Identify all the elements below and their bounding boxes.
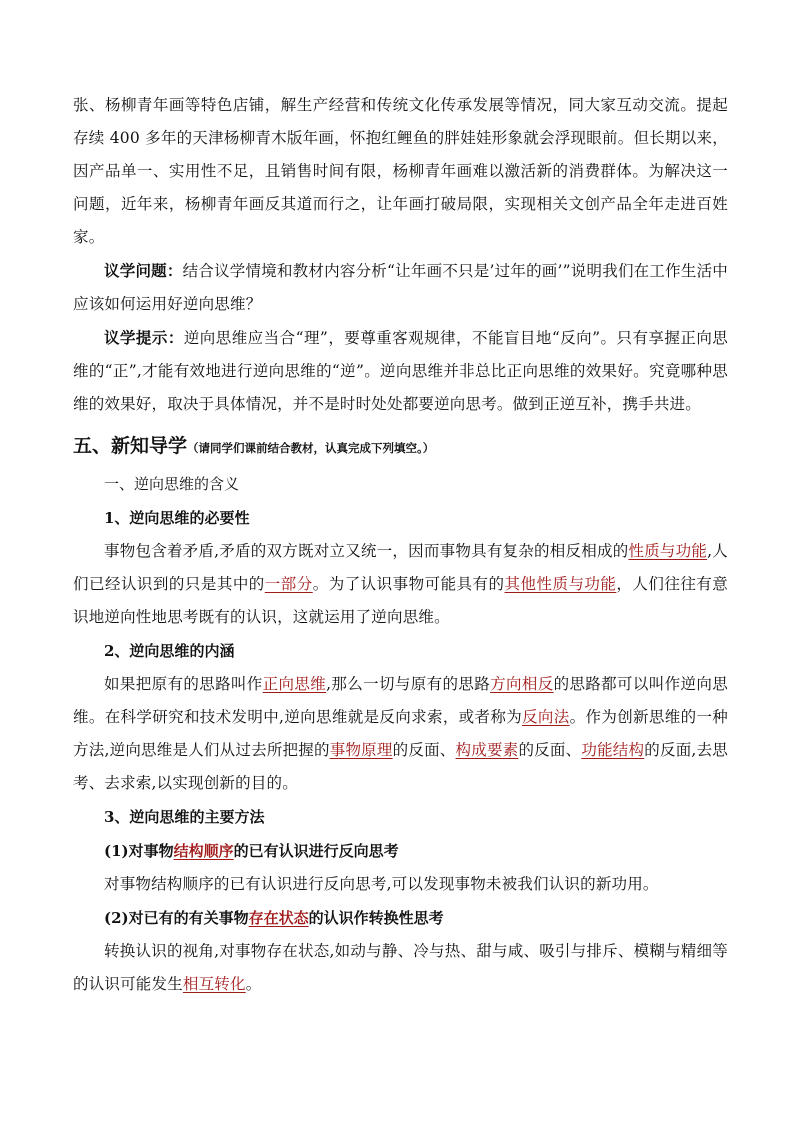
blank-answer: 反向法 xyxy=(522,708,570,726)
blank-answer: 构成要素 xyxy=(455,741,519,759)
text-span: 的已有认识进行反向思考 xyxy=(233,842,399,860)
hint-text: 逆向思维应当合“理”，要尊重客观规律，不能盲目地“反向”。只有享握正向思维的“正”,才能有效地进行逆向思维的“逆”。逆向思维并非总比正向思维的效果好。究竟哪种思维的效果好，取决于具体情况，并不是时时处处都要逆向思考。做到正逆互补，携手共进。 xyxy=(73,329,728,413)
section-five-title: 五、新知导学 xyxy=(73,435,188,457)
blank-answer: 结构顺序 xyxy=(173,842,234,860)
text-span: 的反面、 xyxy=(518,741,582,759)
method-one-heading xyxy=(104,834,728,868)
heading-methods: 3、逆向思维的主要方法 xyxy=(104,808,265,826)
hint-label: 议学提示： xyxy=(104,328,184,347)
text-span: 。作为创新思维的一种方法,逆向思维是人们从过去所把握的 xyxy=(73,708,728,759)
text-span: ，人们往往有意识地逆向性地思考既有的认识，这就运用了逆向思维。 xyxy=(73,575,728,626)
connotation-paragraph xyxy=(73,668,728,800)
section-five-heading xyxy=(73,427,728,467)
text-span: 。为了认识事物可能具有的 xyxy=(312,575,505,593)
blank-answer: 相互转化 xyxy=(182,975,246,993)
text-span: ,那么一切与原有的思路 xyxy=(326,675,491,693)
question-paragraph xyxy=(73,254,728,321)
text-span: (1)对事物 xyxy=(104,842,174,860)
method-one-description: 对事物结构顺序的已有认识进行反向思考,可以发现事物未被我们认识的新功用。 xyxy=(104,875,659,893)
page-content xyxy=(73,89,728,1001)
method-two-description xyxy=(73,935,728,1001)
blank-answer: 功能结构 xyxy=(581,741,645,759)
blank-answer: 方向相反 xyxy=(490,675,554,693)
blank-answer: 其他性质与功能 xyxy=(504,575,617,593)
text-span: ,人们已经认识到的只是其中的 xyxy=(73,542,729,593)
question-text: 结合议学情境和教材内容分析“让年画不只是’过年的画’”说明我们在工作生活中应该如何运用好逆向思维？ xyxy=(73,262,728,313)
blank-answer: 存在状态 xyxy=(248,909,309,927)
method-two-heading xyxy=(104,901,728,935)
text-span: 的反面,去思考、去求索,以实现创新的目的。 xyxy=(73,741,728,792)
text-span: 的思路都可以叫作逆向思维。在科学研究和技术发明中,逆向思维就是反向求索，或者称为 xyxy=(73,675,728,726)
heading-meaning: 一、逆向思维的含义 xyxy=(104,475,240,493)
blank-answer: 正向思维 xyxy=(262,675,327,693)
blank-answer: 一部分 xyxy=(264,575,313,593)
intro-paragraph: 张、杨柳青年画等特色店铺，解生产经营和传统文化传承发展等情况，同大家互动交流。提起存续 400 多年的天津杨柳青木版年画，怀抱红鲤鱼的胖娃娃形象就会浮现眼前。但长期以来，因产品单一、实用性不足，且销售时间有限，杨柳青年画难以激活新的消费群体。为解决这一问题，近年来，杨柳青年画反其道而行之，让年画打破局限，实现相关文创产品全年走进百姓家。 xyxy=(73,96,728,246)
text-span: 如果把原有的思路叫作 xyxy=(104,675,263,693)
question-label: 议学问题： xyxy=(104,261,183,280)
blank-answer: 性质与功能 xyxy=(628,542,708,560)
heading-connotation: 2、逆向思维的内涵 xyxy=(104,642,235,660)
necessity-paragraph xyxy=(73,535,728,634)
text-span: 事物包含着矛盾,矛盾的双方既对立又统一，因而事物具有复杂的相反相成的 xyxy=(104,542,629,560)
text-span: 。 xyxy=(245,975,262,993)
section-five-note: （请同学们课前结合教材，认真完成下列填空。） xyxy=(187,441,435,455)
text-span: 的反面、 xyxy=(392,741,456,759)
heading-necessity: 1、逆向思维的必要性 xyxy=(104,509,250,527)
text-span: (2)对已有的有关事物 xyxy=(104,909,249,927)
text-span: 转换认识的视角,对事物存在状态,如动与静、冷与热、甜与咸、吸引与排斥、模糊与精细等的认识可能发生 xyxy=(73,942,728,993)
text-span: 的认识作转换性思考 xyxy=(308,909,444,927)
blank-answer: 事物原理 xyxy=(329,741,393,759)
hint-paragraph xyxy=(73,321,728,421)
